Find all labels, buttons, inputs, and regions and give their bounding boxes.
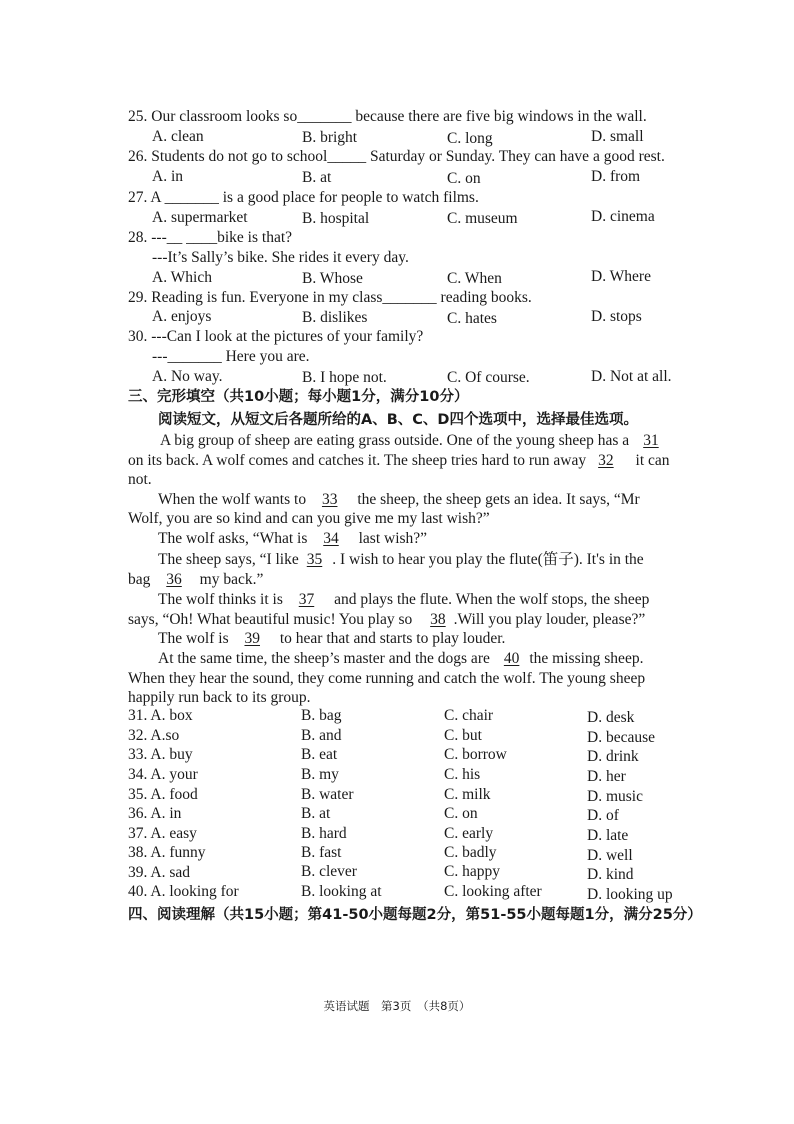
blank-37: 37 bbox=[298, 591, 315, 608]
cloze-36-option-b: B. at bbox=[301, 805, 331, 822]
cloze-34-option-a: 34. A. your bbox=[128, 766, 198, 783]
blank-38: 38 bbox=[430, 611, 446, 628]
question-25-stem: 25. Our classroom looks so_______ because there are five big windows in the wall. bbox=[128, 108, 647, 125]
cloze-35-option-d: D. music bbox=[587, 788, 643, 805]
passage-line: Wolf, you are so kind and can you give me my last wish?” bbox=[128, 510, 490, 527]
cloze-36-option-a: 36. A. in bbox=[128, 805, 182, 822]
cloze-31-option-b: B. bag bbox=[301, 707, 342, 724]
passage-text: says, “Oh! What beautiful music! You play so bbox=[128, 611, 413, 628]
cloze-37-option-d: D. late bbox=[587, 827, 629, 844]
passage-text: .Will you play louder, please?” bbox=[453, 611, 646, 628]
question-27-option-c: C. museum bbox=[447, 210, 518, 227]
question-27-option-d: D. cinema bbox=[591, 208, 655, 225]
cloze-38-option-a: 38. A. funny bbox=[128, 844, 206, 861]
blank-32: 32 bbox=[598, 452, 614, 469]
question-30-option-a: A. No way. bbox=[152, 368, 223, 385]
question-30-option-b: B. I hope not. bbox=[302, 369, 387, 386]
question-29-option-b: B. dislikes bbox=[302, 309, 368, 326]
cloze-37-option-a: 37. A. easy bbox=[128, 825, 197, 842]
question-27-option-a: A. supermarket bbox=[152, 209, 248, 226]
passage-text: When the wolf wants to bbox=[158, 491, 307, 508]
question-28-reply: ---It’s Sally’s bike. She rides it every day. bbox=[152, 249, 409, 266]
passage-text: it can bbox=[635, 452, 670, 469]
cloze-35-option-b: B. water bbox=[301, 786, 354, 803]
question-29-option-a: A. enjoys bbox=[152, 308, 212, 325]
cloze-39-option-b: B. clever bbox=[301, 863, 357, 880]
cloze-40-option-c: C. looking after bbox=[444, 883, 542, 900]
cloze-32-option-d: D. because bbox=[587, 729, 655, 746]
cloze-36-option-c: C. on bbox=[444, 805, 478, 822]
question-25-option-a: A. clean bbox=[152, 128, 204, 145]
passage-line bbox=[158, 649, 643, 669]
question-28-stem: 28. ---__ ____bike is that? bbox=[128, 229, 293, 246]
cloze-36-option-d: D. of bbox=[587, 807, 619, 824]
passage-line: not. bbox=[128, 471, 152, 488]
cloze-39-option-d: D. kind bbox=[587, 866, 634, 883]
passage-line bbox=[128, 610, 645, 630]
passage-line bbox=[158, 550, 644, 570]
question-25-option-d: D. small bbox=[591, 128, 644, 145]
question-25-option-b: B. bright bbox=[302, 129, 358, 146]
question-30-stem: 30. ---Can I look at the pictures of your family? bbox=[128, 328, 424, 345]
cloze-37-option-c: C. early bbox=[444, 825, 494, 842]
cloze-32-option-b: B. and bbox=[301, 727, 342, 744]
blank-33: 33 bbox=[321, 491, 338, 508]
blank-31: 31 bbox=[643, 432, 659, 449]
question-29-option-d: D. stops bbox=[591, 308, 642, 325]
question-26-option-b: B. at bbox=[302, 169, 332, 186]
cloze-32-option-a: 32. A.so bbox=[128, 727, 180, 744]
question-27-stem: 27. A _______ is a good place for people to watch films. bbox=[128, 189, 479, 206]
cloze-31-option-a: 31. A. box bbox=[128, 707, 193, 724]
passage-text: A big group of sheep are eating grass outside. One of the young sheep has a bbox=[160, 432, 630, 449]
passage-line bbox=[128, 570, 263, 590]
question-26-option-a: A. in bbox=[152, 168, 183, 185]
passage-line: happily run back to its group. bbox=[128, 689, 311, 706]
cloze-38-option-d: D. well bbox=[587, 847, 633, 864]
passage-text: The wolf thinks it is bbox=[158, 591, 283, 608]
cloze-33-option-b: B. eat bbox=[301, 746, 338, 763]
question-30-reply: ---_______ Here you are. bbox=[152, 348, 310, 365]
passage-line bbox=[160, 431, 665, 451]
cloze-40-option-d: D. looking up bbox=[587, 886, 673, 903]
passage-line bbox=[158, 629, 505, 649]
passage-text: and plays the flute. When the wolf stops, the sheep bbox=[334, 591, 650, 608]
section-3-instruction: 阅读短文，从短文后各题所给的A、B、C、D四个选项中，选择最佳选项。 bbox=[158, 412, 638, 428]
cloze-40-option-b: B. looking at bbox=[301, 883, 382, 900]
section-4-heading: 四、阅读理解（共15小题；第41-50小题每题2分，第51-55小题每题1分，满分25分） bbox=[128, 907, 702, 923]
cloze-40-option-a: 40. A. looking for bbox=[128, 883, 239, 900]
question-26-option-d: D. from bbox=[591, 168, 641, 185]
question-28-option-a: A. Which bbox=[152, 269, 212, 286]
cloze-34-option-b: B. my bbox=[301, 766, 339, 783]
question-28-option-c: C. When bbox=[447, 270, 502, 287]
cloze-33-option-a: 33. A. buy bbox=[128, 746, 193, 763]
cloze-35-option-a: 35. A. food bbox=[128, 786, 198, 803]
passage-line: When they hear the sound, they come running and catch the wolf. The young sheep bbox=[128, 670, 646, 687]
blank-36: 36 bbox=[166, 571, 182, 588]
passage-text: At the same time, the sheep’s master and the dogs are bbox=[158, 650, 490, 667]
cloze-38-option-c: C. badly bbox=[444, 844, 497, 861]
cloze-33-option-c: C. borrow bbox=[444, 746, 507, 763]
cloze-31-option-d: D. desk bbox=[587, 709, 635, 726]
passage-text: my back.” bbox=[199, 571, 264, 588]
passage-text: the sheep, the sheep gets an idea. It says, “Mr bbox=[357, 491, 640, 508]
cloze-33-option-d: D. drink bbox=[587, 748, 639, 765]
page-footer: 英语试题 第3页 （共8页） bbox=[323, 999, 471, 1013]
question-29-option-c: C. hates bbox=[447, 310, 497, 327]
cloze-31-option-c: C. chair bbox=[444, 707, 494, 724]
cloze-35-option-c: C. milk bbox=[444, 786, 491, 803]
cloze-39-option-c: C. happy bbox=[444, 863, 500, 880]
question-30-option-d: D. Not at all. bbox=[591, 368, 672, 385]
question-27-option-b: B. hospital bbox=[302, 210, 370, 227]
cloze-37-option-b: B. hard bbox=[301, 825, 347, 842]
passage-text: last wish?” bbox=[358, 530, 428, 547]
blank-34: 34 bbox=[323, 530, 339, 547]
passage-text: The wolf is bbox=[158, 630, 229, 647]
blank-40: 40 bbox=[503, 650, 520, 667]
blank-35: 35 bbox=[306, 551, 323, 568]
passage-text: The wolf asks, “What is bbox=[158, 530, 308, 547]
blank-39: 39 bbox=[244, 630, 260, 647]
section-3-heading: 三、完形填空（共10小题；每小题1分，满分10分） bbox=[128, 389, 469, 405]
question-26-option-c: C. on bbox=[447, 170, 481, 187]
question-25-option-c: C. long bbox=[447, 130, 493, 147]
passage-line bbox=[128, 451, 670, 471]
passage-line bbox=[158, 590, 649, 610]
question-28-option-b: B. Whose bbox=[302, 270, 363, 287]
cloze-39-option-a: 39. A. sad bbox=[128, 864, 190, 881]
cloze-38-option-b: B. fast bbox=[301, 844, 342, 861]
question-29-stem: 29. Reading is fun. Everyone in my class_______ reading books. bbox=[128, 289, 532, 306]
passage-text: on its back. A wolf comes and catches it. The sheep tries hard to run away bbox=[128, 452, 587, 469]
passage-line bbox=[158, 529, 427, 549]
passage-text: . I wish to hear you play the flute(笛子). It's in the bbox=[332, 551, 644, 568]
passage-text: bag bbox=[128, 571, 151, 588]
cloze-34-option-c: C. his bbox=[444, 766, 481, 783]
passage-text: the missing sheep. bbox=[529, 650, 644, 667]
cloze-32-option-c: C. but bbox=[444, 727, 482, 744]
cloze-34-option-d: D. her bbox=[587, 768, 626, 785]
question-28-option-d: D. Where bbox=[591, 268, 651, 285]
question-30-option-c: C. Of course. bbox=[447, 369, 530, 386]
passage-line bbox=[158, 490, 640, 510]
passage-text: to hear that and starts to play louder. bbox=[279, 630, 506, 647]
passage-text: The sheep says, “I like bbox=[158, 551, 299, 568]
question-26-stem: 26. Students do not go to school_____ Saturday or Sunday. They can have a good rest. bbox=[128, 148, 665, 165]
